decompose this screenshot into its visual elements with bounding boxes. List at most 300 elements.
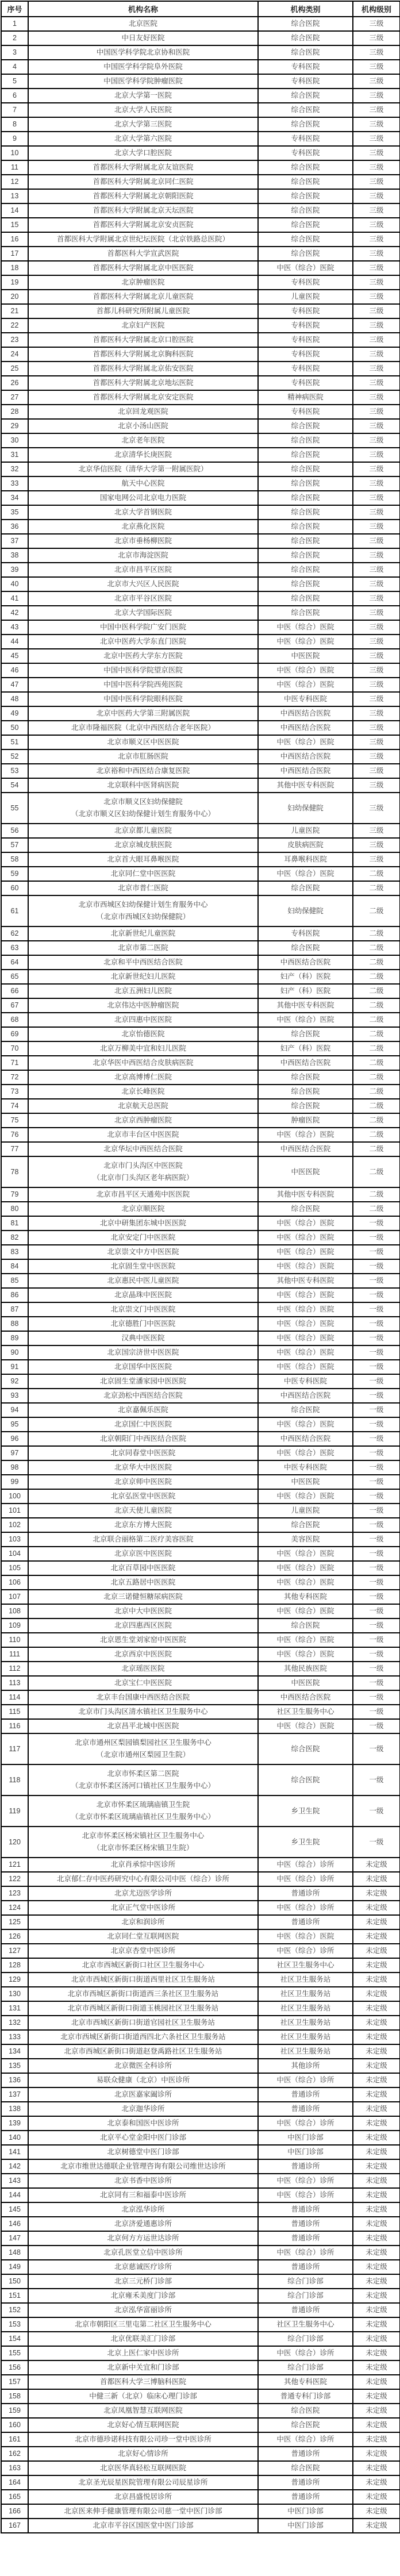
- institution-type-cell: 中医门诊部: [258, 2131, 353, 2145]
- serial-number-cell: 11: [1, 160, 28, 175]
- institution-name-cell: 北京尤迈医学诊所: [28, 1886, 258, 1901]
- serial-number-cell: 164: [1, 2475, 28, 2490]
- institution-name-cell: 北京市德珍诺科技有限公司珍一堂中医诊所: [28, 2432, 258, 2447]
- institution-level-cell: 三级: [353, 635, 400, 649]
- serial-number-cell: 77: [1, 1142, 28, 1156]
- institution-name-cell: [28, 793, 258, 824]
- serial-number-cell: 132: [1, 2016, 28, 2030]
- institution-type-cell: 妇幼保健院: [258, 895, 353, 926]
- table-row: [1, 2044, 400, 2059]
- table-row: [1, 998, 400, 1013]
- institution-type-cell: 综合医院: [258, 881, 353, 895]
- institution-level-cell: 未定级: [353, 2375, 400, 2389]
- institution-name-cell: 北京德胜门中医医院: [28, 1317, 258, 1331]
- institution-name-cell: 北京上医仁家中医诊所: [28, 2346, 258, 2360]
- table-row: [1, 1374, 400, 1389]
- institution-level-cell: 三级: [353, 520, 400, 534]
- serial-number-cell: 157: [1, 2375, 28, 2389]
- serial-number-cell: 32: [1, 462, 28, 476]
- table-row: [1, 448, 400, 462]
- table-row: [1, 462, 400, 476]
- serial-number-cell: 65: [1, 970, 28, 984]
- institution-type-cell: 综合医院: [258, 31, 353, 45]
- institution-type-cell: 中医（综合）医院: [258, 1417, 353, 1432]
- institution-type-cell: 综合医院: [258, 160, 353, 175]
- institution-level-cell: 未定级: [353, 2217, 400, 2231]
- table-row: [1, 1460, 400, 1475]
- serial-number-cell: 44: [1, 635, 28, 649]
- serial-number-cell: 34: [1, 491, 28, 505]
- serial-number-cell: 14: [1, 203, 28, 218]
- serial-number-cell: 55: [1, 793, 28, 824]
- table-header: [1, 1, 400, 17]
- institution-type-cell: 中医医院: [258, 1475, 353, 1489]
- institution-type-cell: 专科医院: [258, 74, 353, 89]
- serial-number-cell: 17: [1, 247, 28, 261]
- serial-number-cell: 161: [1, 2432, 28, 2447]
- institution-name-cell: 中国中医科学院眼科医院: [28, 692, 258, 706]
- institution-name-cell: 北京京城皮肤医院: [28, 838, 258, 852]
- serial-number-cell: 16: [1, 232, 28, 247]
- serial-number-cell: 142: [1, 2159, 28, 2174]
- institution-name-cell: 北京固生堂潘家园中医医院: [28, 1374, 258, 1389]
- serial-number-cell: 156: [1, 2360, 28, 2375]
- institution-name-cell: 北京西京中医医院: [28, 1647, 258, 1662]
- institution-name-line2: （北京市怀柔区杨宋镇卫生院）: [93, 1844, 194, 1852]
- institution-name-cell: 北京中医药大学东直门医院: [28, 635, 258, 649]
- table-row: [1, 290, 400, 304]
- institution-level-cell: 一级: [353, 1389, 400, 1403]
- institution-name-cell: 北京好心情互联网医院: [28, 2418, 258, 2432]
- institution-type-cell: 综合医院: [258, 1518, 353, 1532]
- serial-number-cell: 160: [1, 2418, 28, 2432]
- institution-level-cell: 未定级: [353, 2030, 400, 2044]
- institution-type-cell: 综合医院: [258, 1070, 353, 1085]
- institution-level-cell: 二级: [353, 1085, 400, 1099]
- serial-number-cell: 151: [1, 2289, 28, 2303]
- institution-type-cell: 普通诊所: [258, 2217, 353, 2231]
- institution-name-cell: 北京泓华诊所: [28, 2202, 258, 2217]
- institution-level-cell: 三级: [353, 117, 400, 132]
- serial-number-cell: 82: [1, 1231, 28, 1245]
- institution-name-cell: 北京固生堂中医医院: [28, 1259, 258, 1274]
- institution-type-cell: 中西医结合医院: [258, 721, 353, 735]
- serial-number-cell: 58: [1, 852, 28, 867]
- institution-level-cell: 一级: [353, 1245, 400, 1259]
- header-institution-level: 机构级别: [353, 1, 400, 17]
- institution-level-cell: 二级: [353, 1187, 400, 1202]
- table-row: [1, 376, 400, 390]
- serial-number-cell: 25: [1, 362, 28, 376]
- table-row: [1, 1331, 400, 1345]
- table-row: [1, 1690, 400, 1705]
- serial-number-cell: 103: [1, 1532, 28, 1547]
- table-row: [1, 1662, 400, 1676]
- serial-number-cell: 28: [1, 405, 28, 419]
- serial-number-cell: 31: [1, 448, 28, 462]
- serial-number-cell: 115: [1, 1705, 28, 1719]
- serial-number-cell: 113: [1, 1676, 28, 1690]
- institution-level-cell: 三级: [353, 534, 400, 548]
- institution-type-cell: 妇产（科）医院: [258, 1041, 353, 1056]
- institution-level-cell: 三级: [353, 692, 400, 706]
- institution-type-cell: 综合门诊部: [258, 2289, 353, 2303]
- serial-number-cell: 62: [1, 926, 28, 941]
- institution-type-cell: 中医（综合）医院: [258, 1317, 353, 1331]
- institution-name-cell: 北京济爱通惠诊所: [28, 2217, 258, 2231]
- institution-name-cell: 北京三元桥门诊部: [28, 2274, 258, 2289]
- institution-level-cell: 三级: [353, 132, 400, 146]
- institution-type-cell: 普通诊所: [258, 2202, 353, 2217]
- institution-type-cell: 中医（综合）医院: [258, 1288, 353, 1302]
- institution-level-cell: 一级: [353, 1764, 400, 1795]
- serial-number-cell: 147: [1, 2231, 28, 2246]
- table-row: [1, 1216, 400, 1231]
- table-row: [1, 247, 400, 261]
- table-row: [1, 2231, 400, 2246]
- serial-number-cell: 124: [1, 1901, 28, 1915]
- serial-number-cell: 125: [1, 1915, 28, 1929]
- hospital-table: [1, 1, 400, 2533]
- serial-number-cell: 8: [1, 117, 28, 132]
- serial-number-cell: 99: [1, 1475, 28, 1489]
- institution-level-cell: 一级: [353, 1532, 400, 1547]
- institution-type-cell: 社区卫生服务中心: [258, 1705, 353, 1719]
- institution-name-cell: 北京伟达中医肿瘤医院: [28, 998, 258, 1013]
- table-row: [1, 1647, 400, 1662]
- table-row: [1, 2404, 400, 2418]
- institution-type-cell: 乡卫生院: [258, 1827, 353, 1858]
- serial-number-cell: 137: [1, 2087, 28, 2102]
- institution-level-cell: 未定级: [353, 2131, 400, 2145]
- institution-level-cell: 二级: [353, 955, 400, 970]
- table-row: [1, 635, 400, 649]
- serial-number-cell: 45: [1, 649, 28, 663]
- institution-name-cell: 中日友好医院: [28, 31, 258, 45]
- institution-level-cell: 未定级: [353, 2475, 400, 2490]
- table-row: [1, 663, 400, 678]
- table-row: [1, 1085, 400, 1099]
- institution-type-cell: 综合医院: [258, 2418, 353, 2432]
- institution-type-cell: 中医（综合）诊所: [258, 1858, 353, 1872]
- serial-number-cell: 69: [1, 1027, 28, 1041]
- institution-name-cell: 北京晶珠中医医院: [28, 1288, 258, 1302]
- table-row: [1, 2375, 400, 2389]
- institution-level-cell: 三级: [353, 160, 400, 175]
- institution-type-cell: 社区卫生服务中心: [258, 2317, 353, 2332]
- table-row: [1, 2418, 400, 2432]
- institution-level-cell: 三级: [353, 290, 400, 304]
- institution-level-cell: 一级: [353, 1360, 400, 1374]
- institution-type-cell: 专科医院: [258, 146, 353, 160]
- institution-level-cell: 一级: [353, 1317, 400, 1331]
- institution-type-cell: 中医（综合）医院: [258, 1547, 353, 1561]
- serial-number-cell: 64: [1, 955, 28, 970]
- institution-name-cell: 中国医学科学院肿瘤医院: [28, 74, 258, 89]
- table-row: [1, 1604, 400, 1618]
- institution-name-cell: [28, 1733, 258, 1764]
- serial-number-cell: 41: [1, 591, 28, 606]
- serial-number-cell: 4: [1, 60, 28, 74]
- institution-name-cell: 北京迦华诊所: [28, 2102, 258, 2116]
- table-row: [1, 1987, 400, 2001]
- institution-type-cell: 普通诊所: [258, 2303, 353, 2317]
- table-row: [1, 1475, 400, 1489]
- serial-number-cell: 50: [1, 721, 28, 735]
- table-row: [1, 1590, 400, 1604]
- institution-type-cell: 综合医院: [258, 17, 353, 31]
- table-row: [1, 31, 400, 45]
- serial-number-cell: 135: [1, 2059, 28, 2073]
- institution-type-cell: 综合门诊部: [258, 2332, 353, 2346]
- serial-number-cell: 91: [1, 1360, 28, 1374]
- institution-type-cell: 中医（综合）诊所: [258, 2174, 353, 2188]
- table-row: [1, 491, 400, 505]
- serial-number-cell: 61: [1, 895, 28, 926]
- institution-level-cell: 三级: [353, 146, 400, 160]
- table-row: [1, 1858, 400, 1872]
- serial-number-cell: 120: [1, 1827, 28, 1858]
- table-row: [1, 764, 400, 778]
- serial-number-cell: 51: [1, 735, 28, 749]
- table-row: [1, 1719, 400, 1733]
- institution-level-cell: 未定级: [353, 2188, 400, 2202]
- table-row: [1, 146, 400, 160]
- institution-name-cell: 北京同春堂中医医院: [28, 1446, 258, 1460]
- institution-type-cell: 普通诊所: [258, 2490, 353, 2504]
- institution-type-cell: 中医（综合）医院: [258, 1331, 353, 1345]
- serial-number-cell: 47: [1, 678, 28, 692]
- institution-level-cell: 二级: [353, 881, 400, 895]
- table-row: [1, 2504, 400, 2519]
- institution-name-cell: 北京大学人民医院: [28, 103, 258, 117]
- serial-number-cell: 53: [1, 764, 28, 778]
- institution-level-cell: 三级: [353, 333, 400, 347]
- institution-name-cell: 北京大学第一医院: [28, 89, 258, 103]
- institution-name-cell: 北京航天总医院: [28, 1099, 258, 1113]
- institution-level-cell: 未定级: [353, 2303, 400, 2317]
- institution-level-cell: 二级: [353, 998, 400, 1013]
- institution-name-cell: 北京首大眼耳鼻喉医院: [28, 852, 258, 867]
- institution-name-cell: 北京同仁堂互联网医院: [28, 1929, 258, 1944]
- institution-name-cell: 国家电网公司北京电力医院: [28, 491, 258, 505]
- institution-name-cell: 北京医来伸手健康管理有限公司慈一堂中医门诊部: [28, 2504, 258, 2519]
- institution-type-cell: 专科医院: [258, 333, 353, 347]
- institution-name-cell: [28, 895, 258, 926]
- table-row: [1, 45, 400, 60]
- institution-name-cell: 首都医科大学附属北京安定医院: [28, 390, 258, 405]
- institution-type-cell: 中医（综合）医院: [258, 1647, 353, 1662]
- institution-name-line2: （北京市顺义区妇幼保健计划生育服务中心）: [71, 810, 215, 818]
- table-row: [1, 405, 400, 419]
- serial-number-cell: 76: [1, 1128, 28, 1142]
- table-row: [1, 2188, 400, 2202]
- institution-type-cell: 综合医院: [258, 175, 353, 189]
- table-row: [1, 548, 400, 563]
- institution-name-cell: 北京瑶医医院: [28, 1662, 258, 1676]
- institution-level-cell: 三级: [353, 663, 400, 678]
- institution-level-cell: 一级: [353, 1719, 400, 1733]
- institution-level-cell: 未定级: [353, 1915, 400, 1929]
- institution-type-cell: 综合医院: [258, 203, 353, 218]
- serial-number-cell: 148: [1, 2246, 28, 2260]
- table-row: [1, 1403, 400, 1417]
- table-row: [1, 347, 400, 362]
- institution-level-cell: 三级: [353, 31, 400, 45]
- institution-type-cell: 中医（综合）医院: [258, 1245, 353, 1259]
- table-row: [1, 1764, 400, 1795]
- table-row: [1, 591, 400, 606]
- serial-number-cell: 2: [1, 31, 28, 45]
- institution-level-cell: 三级: [353, 548, 400, 563]
- institution-type-cell: 普通诊所: [258, 2475, 353, 2490]
- institution-level-cell: 一级: [353, 1633, 400, 1647]
- institution-name-cell: 北京中医药大学第三附属医院: [28, 706, 258, 721]
- institution-level-cell: 未定级: [353, 2404, 400, 2418]
- institution-level-cell: 二级: [353, 867, 400, 881]
- institution-name-line1: 北京市顺义区妇幼保健院: [103, 798, 183, 806]
- institution-type-cell: 综合医院: [258, 577, 353, 591]
- institution-name-cell: 北京丰台国康中西医结合医院: [28, 1690, 258, 1705]
- institution-name-cell: 北京老年医院: [28, 433, 258, 448]
- institution-name-cell: 北京圣光辰星医院管理有限公司辰星诊所: [28, 2475, 258, 2490]
- table-row: [1, 2260, 400, 2274]
- table-row: [1, 678, 400, 692]
- institution-level-cell: 二级: [353, 1041, 400, 1056]
- institution-level-cell: 三级: [353, 764, 400, 778]
- institution-type-cell: 中西医结合医院: [258, 1690, 353, 1705]
- institution-name-cell: 北京安定门中医医院: [28, 1231, 258, 1245]
- institution-name-cell: 北京大学首钢医院: [28, 505, 258, 520]
- serial-number-cell: 107: [1, 1590, 28, 1604]
- table-row: [1, 984, 400, 998]
- table-row: [1, 318, 400, 333]
- institution-type-cell: 综合医院: [258, 433, 353, 448]
- institution-type-cell: 中医（综合）诊所: [258, 2188, 353, 2202]
- institution-level-cell: 三级: [353, 189, 400, 203]
- institution-level-cell: 三级: [353, 347, 400, 362]
- institution-name-cell: 北京市西城区新街口街道玉桃园社区卫生服务站: [28, 2001, 258, 2016]
- institution-level-cell: 一级: [353, 1733, 400, 1764]
- institution-type-cell: 专科医院: [258, 926, 353, 941]
- serial-number-cell: 46: [1, 663, 28, 678]
- institution-type-cell: 专科医院: [258, 132, 353, 146]
- table-row: [1, 1446, 400, 1460]
- institution-level-cell: 三级: [353, 749, 400, 764]
- institution-name-cell: 首都医科大学附属北京儿童医院: [28, 290, 258, 304]
- table-row: [1, 1231, 400, 1245]
- serial-number-cell: 13: [1, 189, 28, 203]
- institution-level-cell: 一级: [353, 1460, 400, 1475]
- institution-level-cell: 未定级: [353, 2461, 400, 2475]
- serial-number-cell: 104: [1, 1547, 28, 1561]
- institution-level-cell: 三级: [353, 103, 400, 117]
- institution-name-cell: 北京市西城区新街口街道官园社区卫生服务站: [28, 2016, 258, 2030]
- serial-number-cell: 89: [1, 1331, 28, 1345]
- institution-name-line1: 北京市怀柔区第二医院: [107, 1770, 179, 1778]
- institution-type-cell: 普通诊所: [258, 2447, 353, 2461]
- institution-name-cell: 中国医学科学院北京协和医院: [28, 45, 258, 60]
- institution-level-cell: 未定级: [353, 2432, 400, 2447]
- institution-type-cell: 妇幼保健院: [258, 793, 353, 824]
- serial-number-cell: 118: [1, 1764, 28, 1795]
- table-row: [1, 1958, 400, 1973]
- table-row: [1, 1245, 400, 1259]
- table-row: [1, 749, 400, 764]
- serial-number-cell: 29: [1, 419, 28, 433]
- institution-level-cell: 二级: [353, 1128, 400, 1142]
- institution-name-cell: 北京崇文中方中医医院: [28, 1245, 258, 1259]
- institution-name-cell: 北京市西城区新街口街道西四北六条社区卫生服务站: [28, 2030, 258, 2044]
- institution-name-cell: 北京正气堂中医诊所: [28, 1901, 258, 1915]
- table-row: [1, 1360, 400, 1374]
- institution-name-cell: 北京市西城区新街口街道西三条社区卫生服务站: [28, 1987, 258, 2001]
- table-row: [1, 433, 400, 448]
- serial-number-cell: 141: [1, 2145, 28, 2159]
- serial-number-cell: 70: [1, 1041, 28, 1056]
- table-row: [1, 2490, 400, 2504]
- serial-number-cell: 67: [1, 998, 28, 1013]
- institution-level-cell: 三级: [353, 649, 400, 663]
- serial-number-cell: 162: [1, 2447, 28, 2461]
- table-row: [1, 419, 400, 433]
- table-row: [1, 2102, 400, 2116]
- institution-type-cell: 耳鼻喉科医院: [258, 852, 353, 867]
- institution-level-cell: 三级: [353, 60, 400, 74]
- institution-level-cell: 三级: [353, 304, 400, 318]
- institution-type-cell: 中医（综合）诊所: [258, 2246, 353, 2260]
- serial-number-cell: 121: [1, 1858, 28, 1872]
- institution-level-cell: 三级: [353, 706, 400, 721]
- institution-level-cell: 未定级: [353, 2231, 400, 2246]
- institution-type-cell: 中医（综合）诊所: [258, 2432, 353, 2447]
- institution-name-cell: 北京京师中医医院: [28, 1475, 258, 1489]
- institution-level-cell: 三级: [353, 505, 400, 520]
- institution-name-cell: 北京新世纪儿童医院: [28, 926, 258, 941]
- institution-name-line2: （北京市西城区妇幼保健院）: [96, 913, 190, 921]
- institution-name-cell: 北京和润诊所: [28, 1915, 258, 1929]
- serial-number-cell: 153: [1, 2317, 28, 2332]
- institution-type-cell: 综合医院: [258, 505, 353, 520]
- institution-level-cell: 一级: [353, 1446, 400, 1460]
- serial-number-cell: 106: [1, 1575, 28, 1590]
- serial-number-cell: 84: [1, 1259, 28, 1274]
- institution-name-cell: 北京回龙观医院: [28, 405, 258, 419]
- serial-number-cell: 95: [1, 1417, 28, 1432]
- institution-level-cell: 未定级: [353, 1958, 400, 1973]
- institution-name-cell: 北京郁仁存中医药研究中心有限公司中医（综合）诊所: [28, 1872, 258, 1886]
- institution-type-cell: 普通诊所: [258, 2159, 353, 2174]
- institution-name-cell: 北京市隆福医院（北京中西医结合老年医院）: [28, 721, 258, 735]
- serial-number-cell: 112: [1, 1662, 28, 1676]
- serial-number-cell: 140: [1, 2131, 28, 2145]
- serial-number-cell: 7: [1, 103, 28, 117]
- institution-level-cell: 未定级: [353, 2346, 400, 2360]
- institution-name-cell: 首都医科大学附属北京世纪坛医院（北京铁路总医院）: [28, 232, 258, 247]
- table-row: [1, 1733, 400, 1764]
- table-row: [1, 778, 400, 793]
- institution-name-cell: [28, 1764, 258, 1795]
- table-row: [1, 1142, 400, 1156]
- institution-type-cell: 中医（综合）医院: [258, 1128, 353, 1142]
- serial-number-cell: 110: [1, 1633, 28, 1647]
- serial-number-cell: 105: [1, 1561, 28, 1575]
- institution-level-cell: 一级: [353, 1662, 400, 1676]
- institution-level-cell: 三级: [353, 606, 400, 620]
- serial-number-cell: 9: [1, 132, 28, 146]
- table-row: [1, 1202, 400, 1216]
- table-row: [1, 955, 400, 970]
